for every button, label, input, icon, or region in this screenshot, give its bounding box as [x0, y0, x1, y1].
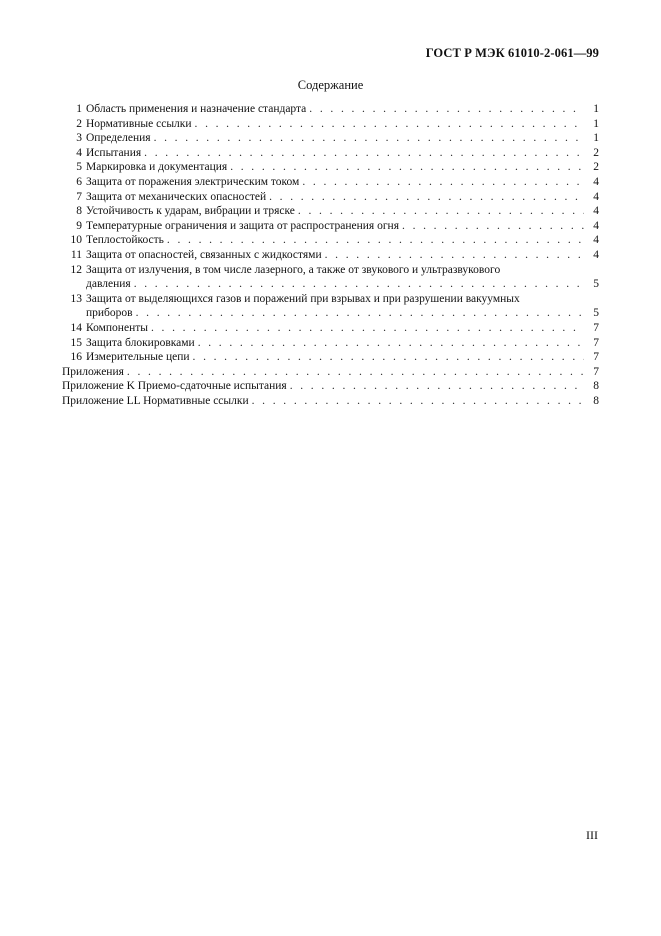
toc-leader-dots — [167, 233, 584, 248]
toc-leader-dots — [127, 365, 584, 380]
toc-entry[interactable] — [62, 379, 599, 394]
toc-entry-text: Защита блокировками — [86, 336, 195, 349]
toc-entry-page: 7 — [593, 351, 599, 364]
toc-entry[interactable] — [62, 102, 599, 117]
toc-entry-page: 1 — [593, 132, 599, 145]
toc-entry[interactable] — [62, 365, 599, 380]
toc-entry-body — [82, 102, 587, 117]
toc-entry[interactable] — [62, 277, 599, 292]
toc-entry-page: 7 — [593, 321, 599, 334]
toc-entry-text: Защита от излучения, в том числе лазерного, а также от звукового и ультразвукового — [86, 263, 501, 276]
toc-entry-number: 14 — [70, 321, 82, 334]
toc-entry[interactable] — [62, 204, 599, 219]
toc-leader-dots — [230, 160, 584, 175]
toc-entry-body — [82, 321, 587, 336]
toc-entry-body — [82, 336, 587, 351]
toc-leader-dots — [302, 175, 584, 190]
toc-entry-number: 4 — [76, 146, 82, 159]
toc-entry-text: Испытания — [86, 146, 142, 159]
toc-leader-dots — [325, 248, 584, 263]
toc-entry-page: 4 — [593, 219, 599, 232]
toc-entry-body — [82, 350, 587, 365]
toc-entry[interactable] — [62, 131, 599, 146]
toc-entry[interactable] — [62, 336, 599, 351]
toc-entry-text: Приложение LL Нормативные ссылки — [62, 394, 249, 407]
toc-entry-text: Температурные ограничения и защита от распространения огня — [86, 219, 400, 232]
toc-entry-body — [82, 306, 587, 321]
toc-entry[interactable] — [62, 190, 599, 205]
toc-entry[interactable] — [62, 219, 599, 234]
toc-entry-number: 10 — [70, 234, 82, 247]
toc-entry-page: 4 — [593, 234, 599, 247]
toc-entry-text: Область применения и назначение стандарта — [86, 103, 307, 115]
toc-entry-number: 5 — [76, 161, 82, 174]
toc-entry-number: 11 — [70, 248, 82, 261]
toc-entry[interactable] — [62, 146, 599, 161]
toc-entry-body — [62, 379, 587, 394]
toc-entry-body — [82, 233, 587, 248]
toc-entry-number: 16 — [70, 351, 82, 364]
toc-entry-text: Теплостойкость — [86, 234, 164, 247]
toc-entry-body — [82, 117, 587, 132]
toc-entry[interactable] — [62, 394, 599, 409]
toc-entry[interactable] — [62, 248, 599, 263]
toc-entry-body — [82, 131, 587, 146]
toc-entry-text: Защита от механических опасностей — [86, 190, 267, 203]
toc-entry-number: 9 — [76, 219, 82, 232]
toc-entry-text-cont: приборов — [86, 307, 133, 320]
toc-entry[interactable] — [62, 350, 599, 365]
toc-entry-number: 12 — [70, 263, 82, 276]
toc-entry-text: Определения — [86, 132, 151, 145]
toc-entry-body — [82, 219, 587, 234]
toc-entry-page: 1 — [593, 103, 599, 115]
toc-entry-number: 6 — [76, 175, 82, 188]
toc-entry-text: Защита от выделяющихся газов и поражений при взрывах и при разрушении вакуумных — [86, 292, 520, 305]
toc-entry-page: 4 — [593, 205, 599, 218]
toc-entry-line — [62, 292, 599, 307]
toc-entry[interactable] — [62, 321, 599, 336]
toc-entry-page: 8 — [593, 394, 599, 407]
toc-entry-text: Маркировка и документация — [86, 161, 228, 174]
toc-leader-dots — [298, 204, 584, 219]
toc-leader-dots — [154, 131, 584, 146]
toc-leader-dots — [269, 190, 584, 205]
toc-entry-page: 7 — [593, 336, 599, 349]
toc-entry-body — [82, 160, 587, 175]
toc-entry-body — [82, 190, 587, 205]
toc-entry-text: Компоненты — [86, 321, 148, 334]
toc-entry-number: 13 — [70, 292, 82, 305]
toc-entry-page: 4 — [593, 248, 599, 261]
toc-entry-page: 2 — [593, 161, 599, 174]
toc-entry-body — [82, 204, 587, 219]
toc-entry-body — [82, 175, 587, 190]
standard-code: ГОСТ Р МЭК 61010-2-061—99 — [425, 46, 599, 60]
toc-entry[interactable] — [62, 233, 599, 248]
toc-entry-text: Приложение K Приемо-сдаточные испытания — [62, 380, 287, 393]
toc-entry-number: 3 — [76, 132, 82, 145]
toc-entry[interactable] — [62, 175, 599, 190]
toc-entry-body — [82, 146, 587, 161]
table-of-contents — [62, 102, 599, 408]
toc-entry-number: 1 — [76, 103, 82, 115]
toc-entry-body — [62, 394, 587, 409]
toc-title: Содержание — [297, 78, 364, 92]
toc-leader-dots — [252, 394, 584, 409]
toc-entry-body — [82, 277, 587, 292]
toc-entry-body — [82, 248, 587, 263]
toc-entry[interactable] — [62, 117, 599, 132]
page-number: III — [586, 828, 598, 842]
toc-entry-page: 7 — [593, 365, 599, 378]
toc-entry-text: Защита от опасностей, связанных с жидкостями — [86, 248, 322, 261]
toc-entry-page: 1 — [593, 117, 599, 130]
toc-entry-page: 8 — [593, 380, 599, 393]
toc-entry-text-cont: давления — [86, 278, 131, 291]
toc-entry-number: 2 — [76, 117, 82, 130]
toc-leader-dots — [134, 277, 584, 292]
toc-entry-page: 4 — [593, 190, 599, 203]
toc-entry-number: 7 — [76, 190, 82, 203]
toc-entry-page: 5 — [593, 278, 599, 291]
toc-entry-text: Нормативные ссылки — [86, 117, 192, 130]
toc-leader-dots — [195, 117, 584, 132]
toc-leader-dots — [198, 336, 584, 351]
toc-entry-body — [62, 365, 587, 380]
toc-entry-page: 4 — [593, 175, 599, 188]
toc-entry[interactable] — [62, 306, 599, 321]
toc-entry-text: Измерительные цепи — [86, 351, 190, 364]
toc-entry-text: Защита от поражения электрическим током — [86, 175, 300, 188]
toc-leader-dots — [151, 321, 584, 336]
toc-leader-dots — [402, 219, 584, 234]
toc-entry-text: Устойчивость к ударам, вибрации и тряске — [86, 205, 295, 218]
toc-entry-page: 5 — [593, 307, 599, 320]
toc-leader-dots — [136, 306, 584, 321]
toc-leader-dots — [290, 379, 584, 394]
toc-entry[interactable] — [62, 160, 599, 175]
toc-entry-number: 15 — [70, 336, 82, 349]
toc-entry-text: Приложения — [62, 365, 124, 378]
toc-leader-dots — [144, 146, 584, 161]
toc-entry-line — [62, 263, 599, 278]
toc-leader-dots — [309, 102, 584, 117]
toc-entry-page: 2 — [593, 146, 599, 159]
toc-entry-number: 8 — [76, 205, 82, 218]
toc-leader-dots — [193, 350, 584, 365]
